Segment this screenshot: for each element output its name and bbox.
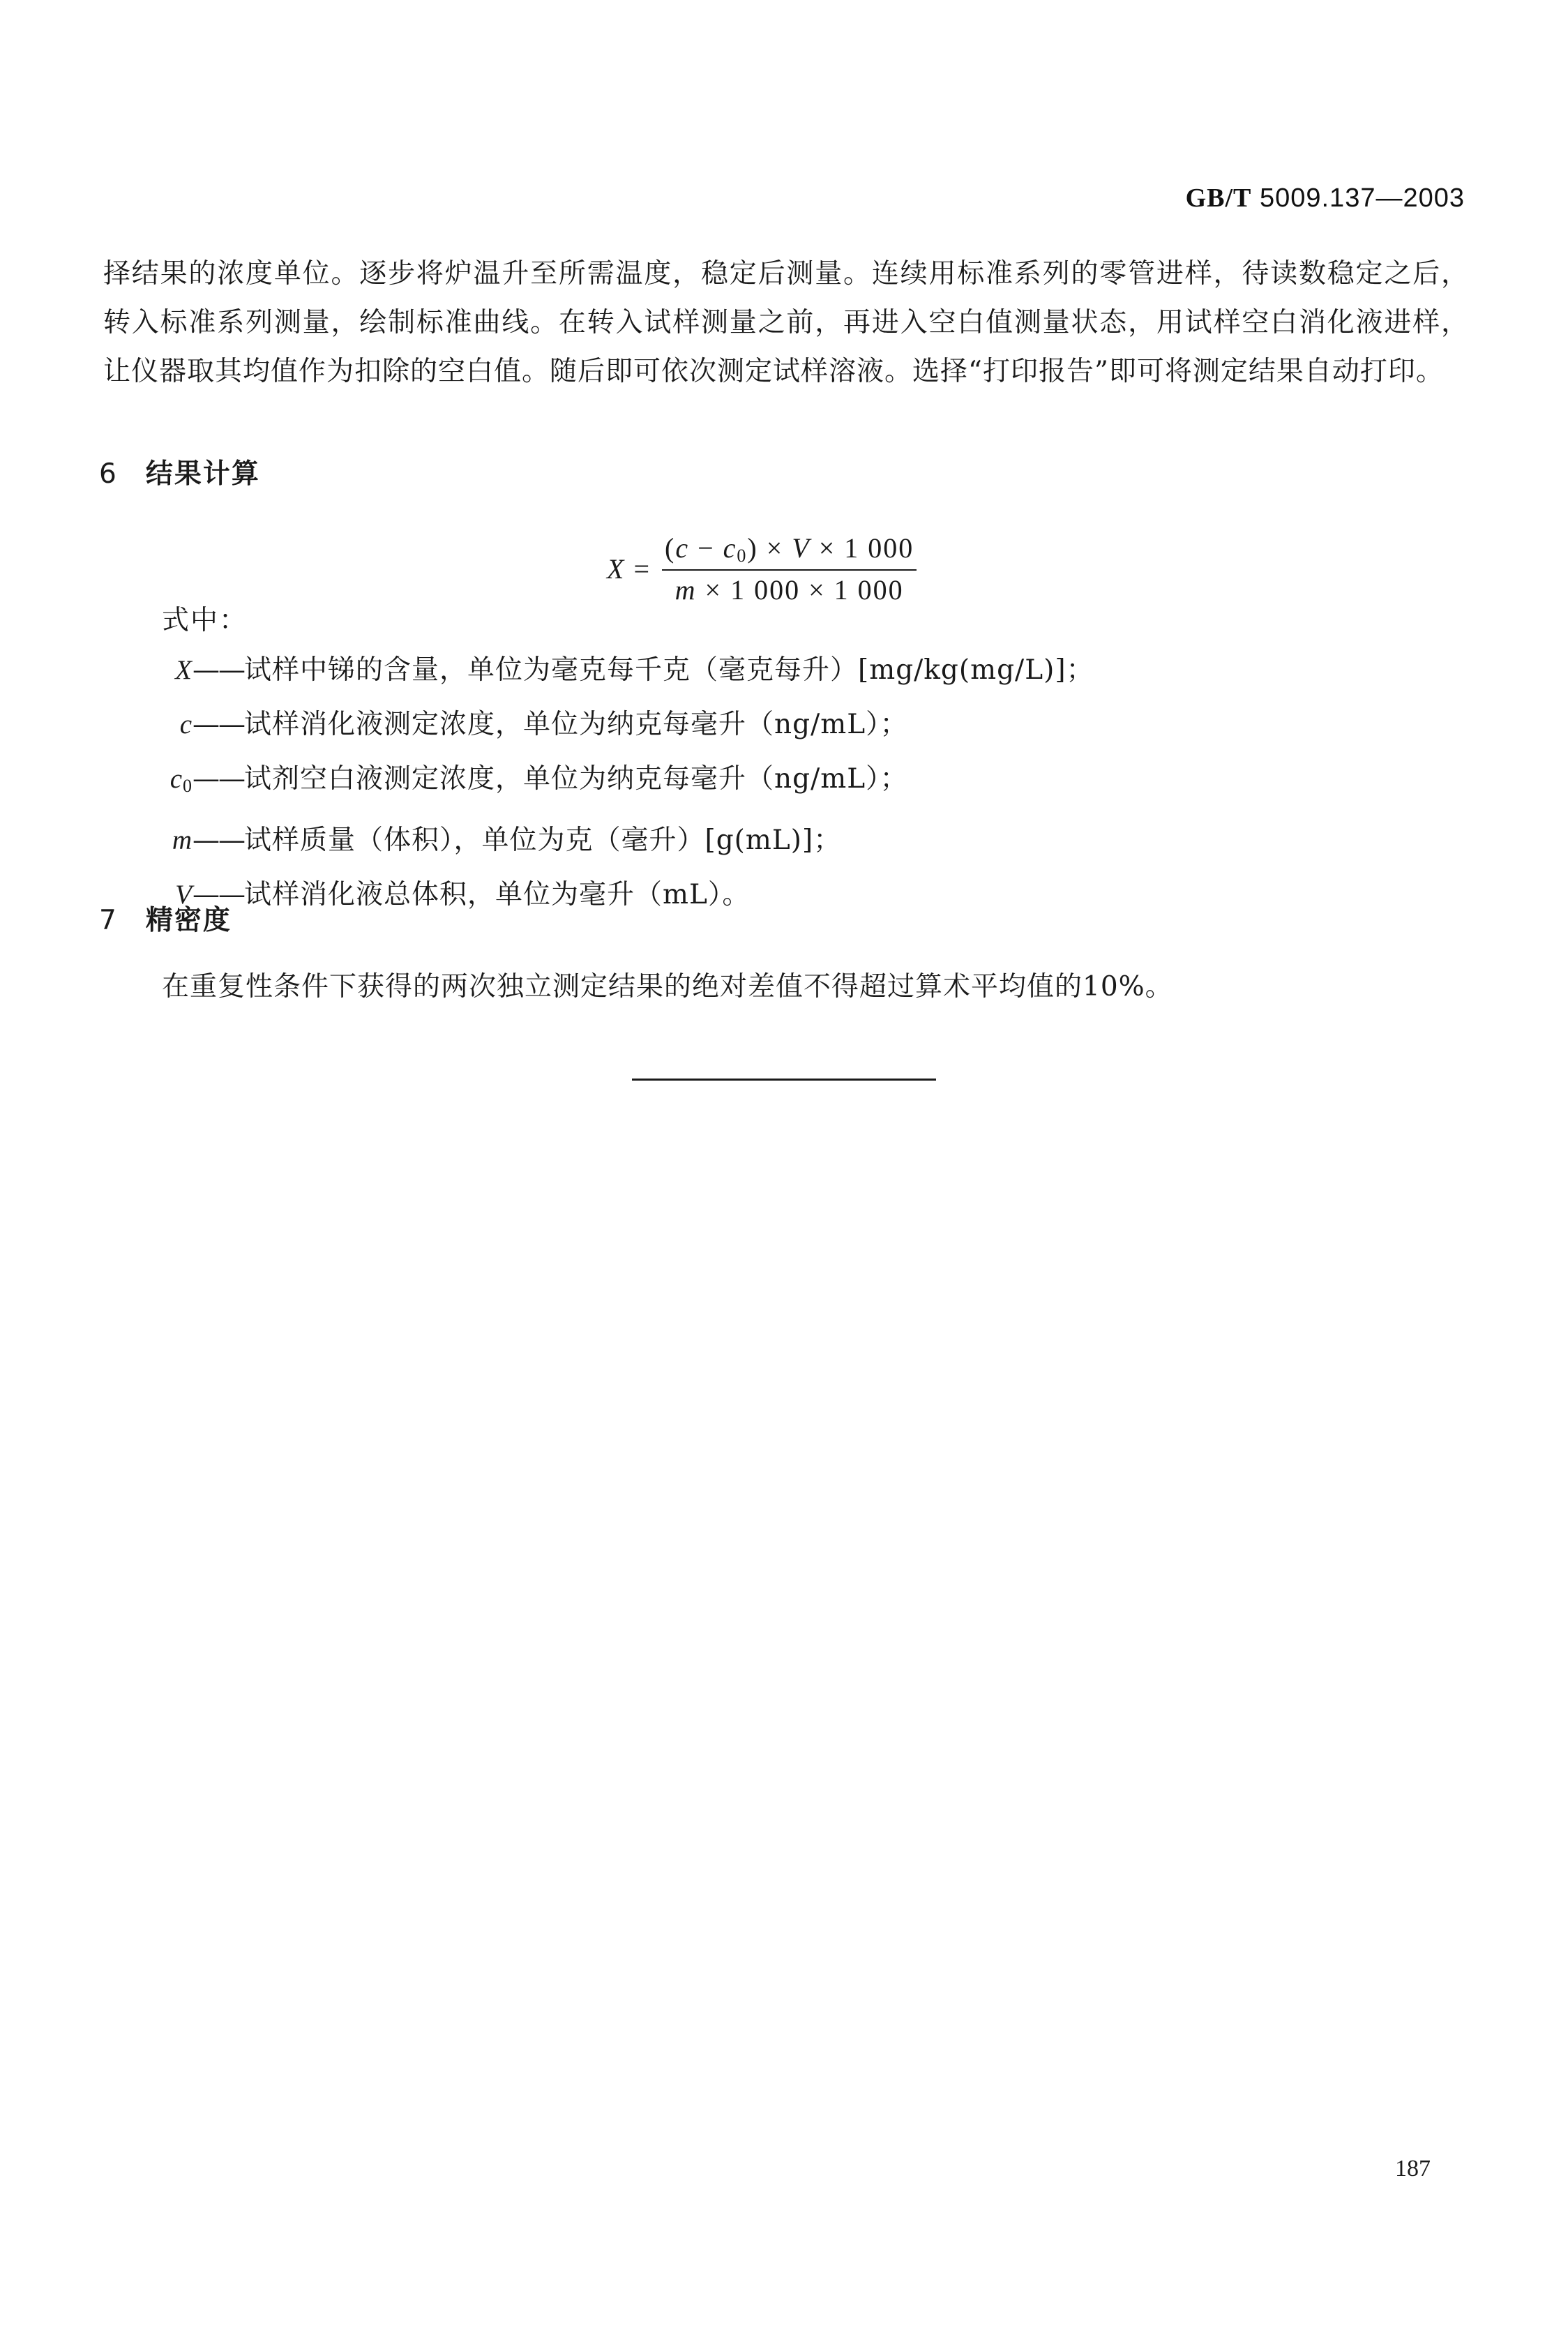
definition-row-x: X——试样中锑的含量，单位为毫克每千克（毫克每升）[mg/kg(mg/L)]；: [175, 654, 1094, 686]
end-of-standard-rule: [632, 1079, 936, 1081]
standard-number-header: [1186, 183, 1465, 213]
section-6-heading: [99, 452, 260, 491]
standard-prefix: GB/T: [1185, 183, 1252, 213]
formula-lhs: X: [607, 553, 624, 585]
formula-denominator: m × 1 000 × 1 000: [674, 574, 904, 606]
definition-row-v: V——试样消化液总体积，单位为毫升（mL）。: [175, 879, 751, 910]
continuation-paragraph: 择结果的浓度单位。逐步将炉温升至所需温度，稳定后测量。连续用标准系列的零管进样，待读数稳定之后，转入标准系列测量，绘制标准曲线。在转入试样测量之前，再进入空白值测量状态，用试样空白消化液进样，让仪器取其均值作为扣除的空白值。随后即可依次测定试样溶液。选择“打印报告”即可将测定结果自动打印。: [103, 258, 1469, 387]
precision-paragraph: 在重复性条件下获得的两次独立测定结果的绝对差值不得超过算术平均值的10%。: [162, 971, 1173, 1002]
formula-numerator: $(c - c_0) \times V \times 1$ 000: [662, 532, 917, 571]
formula-fraction: [662, 532, 917, 606]
result-formula: [607, 532, 917, 606]
section-6-number: 6: [99, 458, 118, 490]
definition-row-c0: $c_0——$试剂空白液测定浓度，单位为纳克每毫升（ng/mL）；: [169, 763, 908, 796]
variable-definitions: [162, 643, 1094, 922]
where-label: 式中：: [162, 605, 248, 636]
definition-row-m: m——试样质量（体积），单位为克（毫升）[g(mL)]；: [172, 825, 842, 856]
standard-number: 5009.137—2003: [1259, 183, 1465, 213]
section-6-title: 结果计算: [145, 458, 260, 490]
section-7-title: 精密度: [145, 905, 232, 936]
definition-row-c: c——试样消化液测定浓度，单位为纳克每毫升（ng/mL）；: [179, 709, 908, 740]
section-7-heading: [99, 899, 232, 938]
section-7-number: 7: [99, 905, 118, 936]
formula-equals: =: [633, 553, 649, 585]
page-number: 187: [1395, 2156, 1431, 2181]
